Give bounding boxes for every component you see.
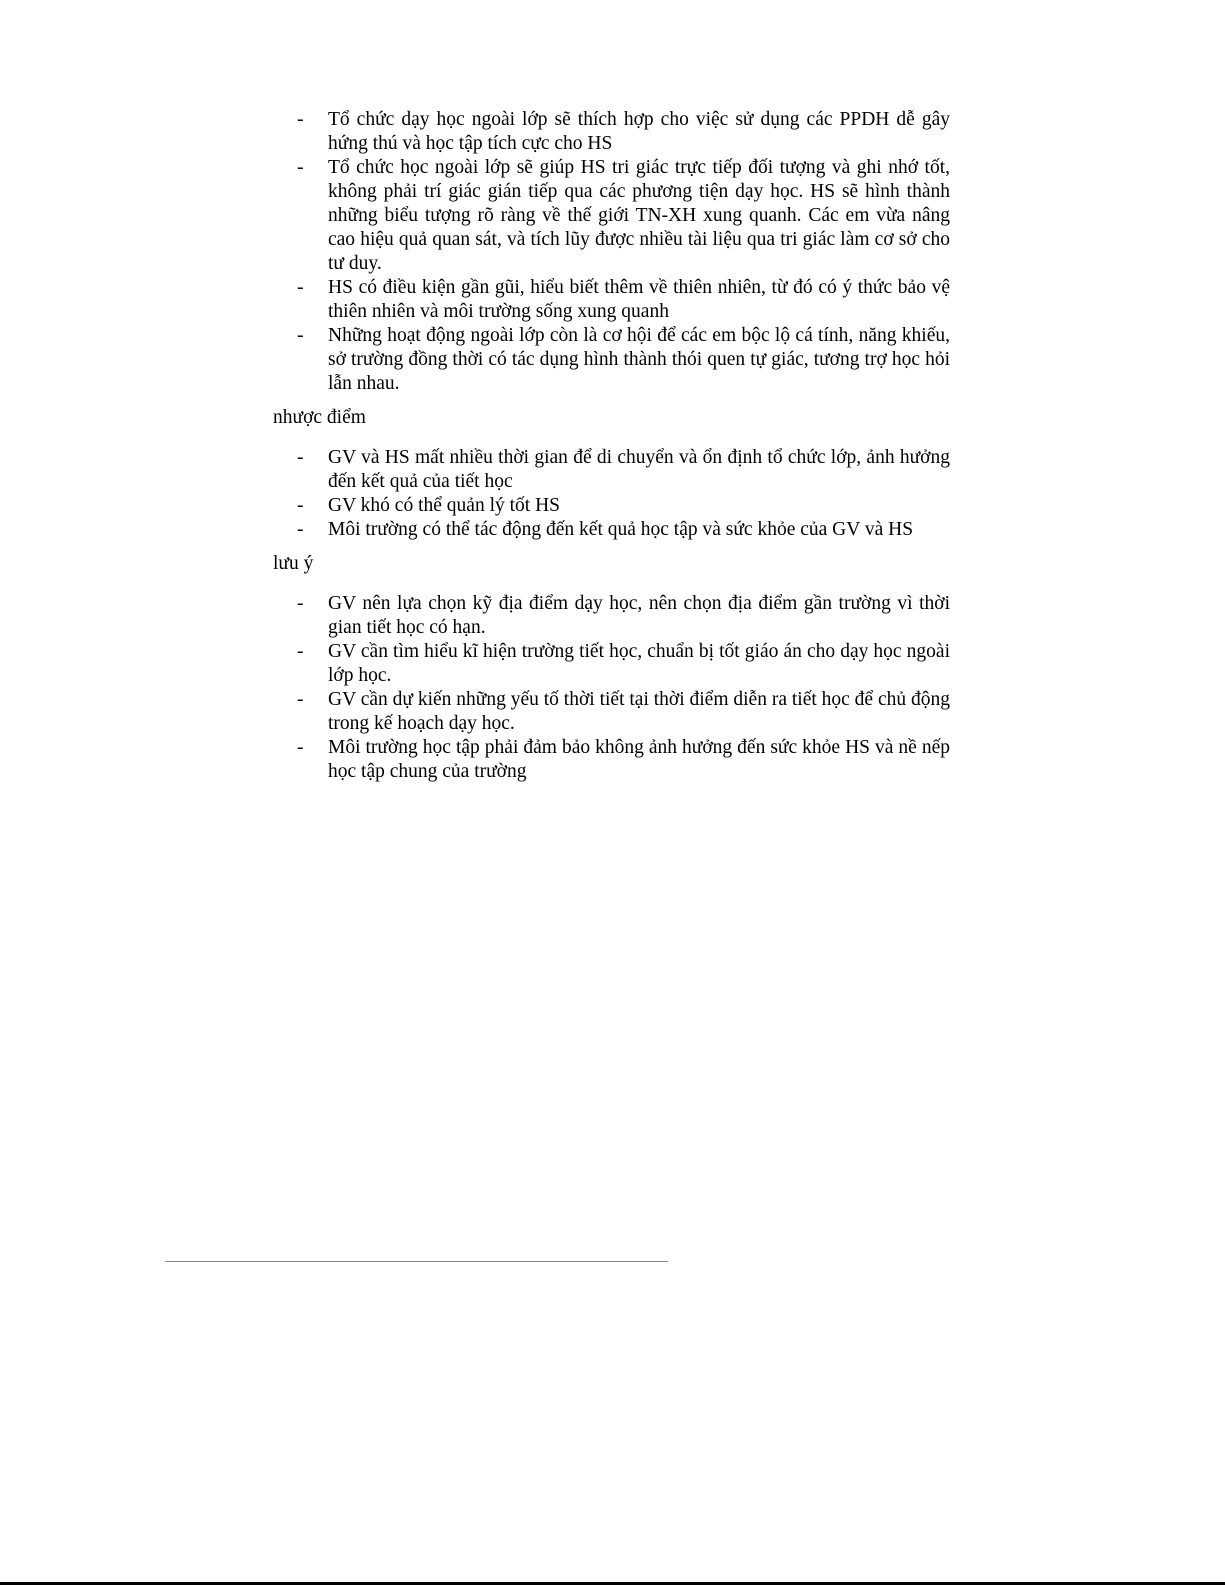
- list-item: [273, 640, 950, 688]
- list-item: [273, 324, 950, 396]
- bullet-dash: -: [297, 519, 304, 540]
- bullet-dash: -: [297, 109, 304, 130]
- list-item: [273, 494, 950, 518]
- bullet-dash: -: [297, 641, 304, 662]
- bullet-dash: -: [297, 277, 304, 298]
- list-item-text: GV và HS mất nhiều thời gian để di chuyển và ổn định tổ chức lớp, ảnh hưởng đến kết quả của tiết học: [328, 447, 950, 492]
- bullet-dash: -: [297, 689, 304, 710]
- list-item-text: GV khó có thể quản lý tốt HS: [328, 495, 561, 516]
- list-item-text: Môi trường có thể tác động đến kết quả học tập và sức khỏe của GV và HS: [328, 519, 914, 540]
- list-item-text: Môi trường học tập phải đảm bảo không ảnh hưởng đến sức khỏe HS và nề nếp học tập chung của trường: [328, 737, 950, 782]
- document-body: [273, 108, 950, 784]
- list-item: [273, 688, 950, 736]
- list-item-text: GV cần tìm hiểu kĩ hiện trường tiết học, chuẩn bị tốt giáo án cho dạy học ngoài lớp học.: [328, 641, 950, 686]
- list-item-text: GV nên lựa chọn kỹ địa điểm dạy học, nên chọn địa điểm gần trường vì thời gian tiết học có hạn.: [328, 593, 950, 638]
- list-item: [273, 518, 950, 542]
- bullet-dash: -: [297, 737, 304, 758]
- disadvantages-heading: nhược điểm: [273, 407, 366, 428]
- notes-list: [273, 592, 950, 784]
- list-item-text: Tổ chức học ngoài lớp sẽ giúp HS tri giác trực tiếp đối tượng và ghi nhớ tốt, không phải trí giác gián tiếp qua các phương tiện dạy học. HS sẽ hình thành những biểu tượng rõ ràng về thế giới TN-XH xung quanh. Các em vừa nâng cao hiệu quả quan sát, và tích lũy được nhiều tài liệu qua tri giác làm cơ sở cho tư duy.: [328, 157, 950, 274]
- bullet-dash: -: [297, 495, 304, 516]
- advantages-list: [273, 108, 950, 396]
- list-item: [273, 108, 950, 156]
- list-item: [273, 276, 950, 324]
- footnote-separator: [165, 1261, 668, 1262]
- list-item: [273, 156, 950, 276]
- bullet-dash: -: [297, 325, 304, 346]
- list-item-text: HS có điều kiện gần gũi, hiểu biết thêm về thiên nhiên, từ đó có ý thức bảo vệ thiên nhiên và môi trường sống xung quanh: [328, 277, 950, 322]
- list-item: [273, 592, 950, 640]
- disadvantages-list: [273, 446, 950, 542]
- bullet-dash: -: [297, 157, 304, 178]
- bullet-dash: -: [297, 593, 304, 614]
- bullet-dash: -: [297, 447, 304, 468]
- list-item-text: GV cần dự kiến những yếu tố thời tiết tại thời điểm diễn ra tiết học để chủ động trong kế hoạch dạy học.: [328, 689, 950, 734]
- list-item-text: Những hoạt động ngoài lớp còn là cơ hội để các em bộc lộ cá tính, năng khiếu, sở trường đồng thời có tác dụng hình thành thói quen tự giác, tương trợ học hỏi lẫn nhau.: [328, 325, 950, 394]
- list-item-text: Tổ chức dạy học ngoài lớp sẽ thích hợp cho việc sử dụng các PPDH dễ gây hứng thú và học tập tích cực cho HS: [328, 109, 950, 154]
- list-item: [273, 446, 950, 494]
- list-item: [273, 736, 950, 784]
- notes-heading: lưu ý: [273, 553, 314, 574]
